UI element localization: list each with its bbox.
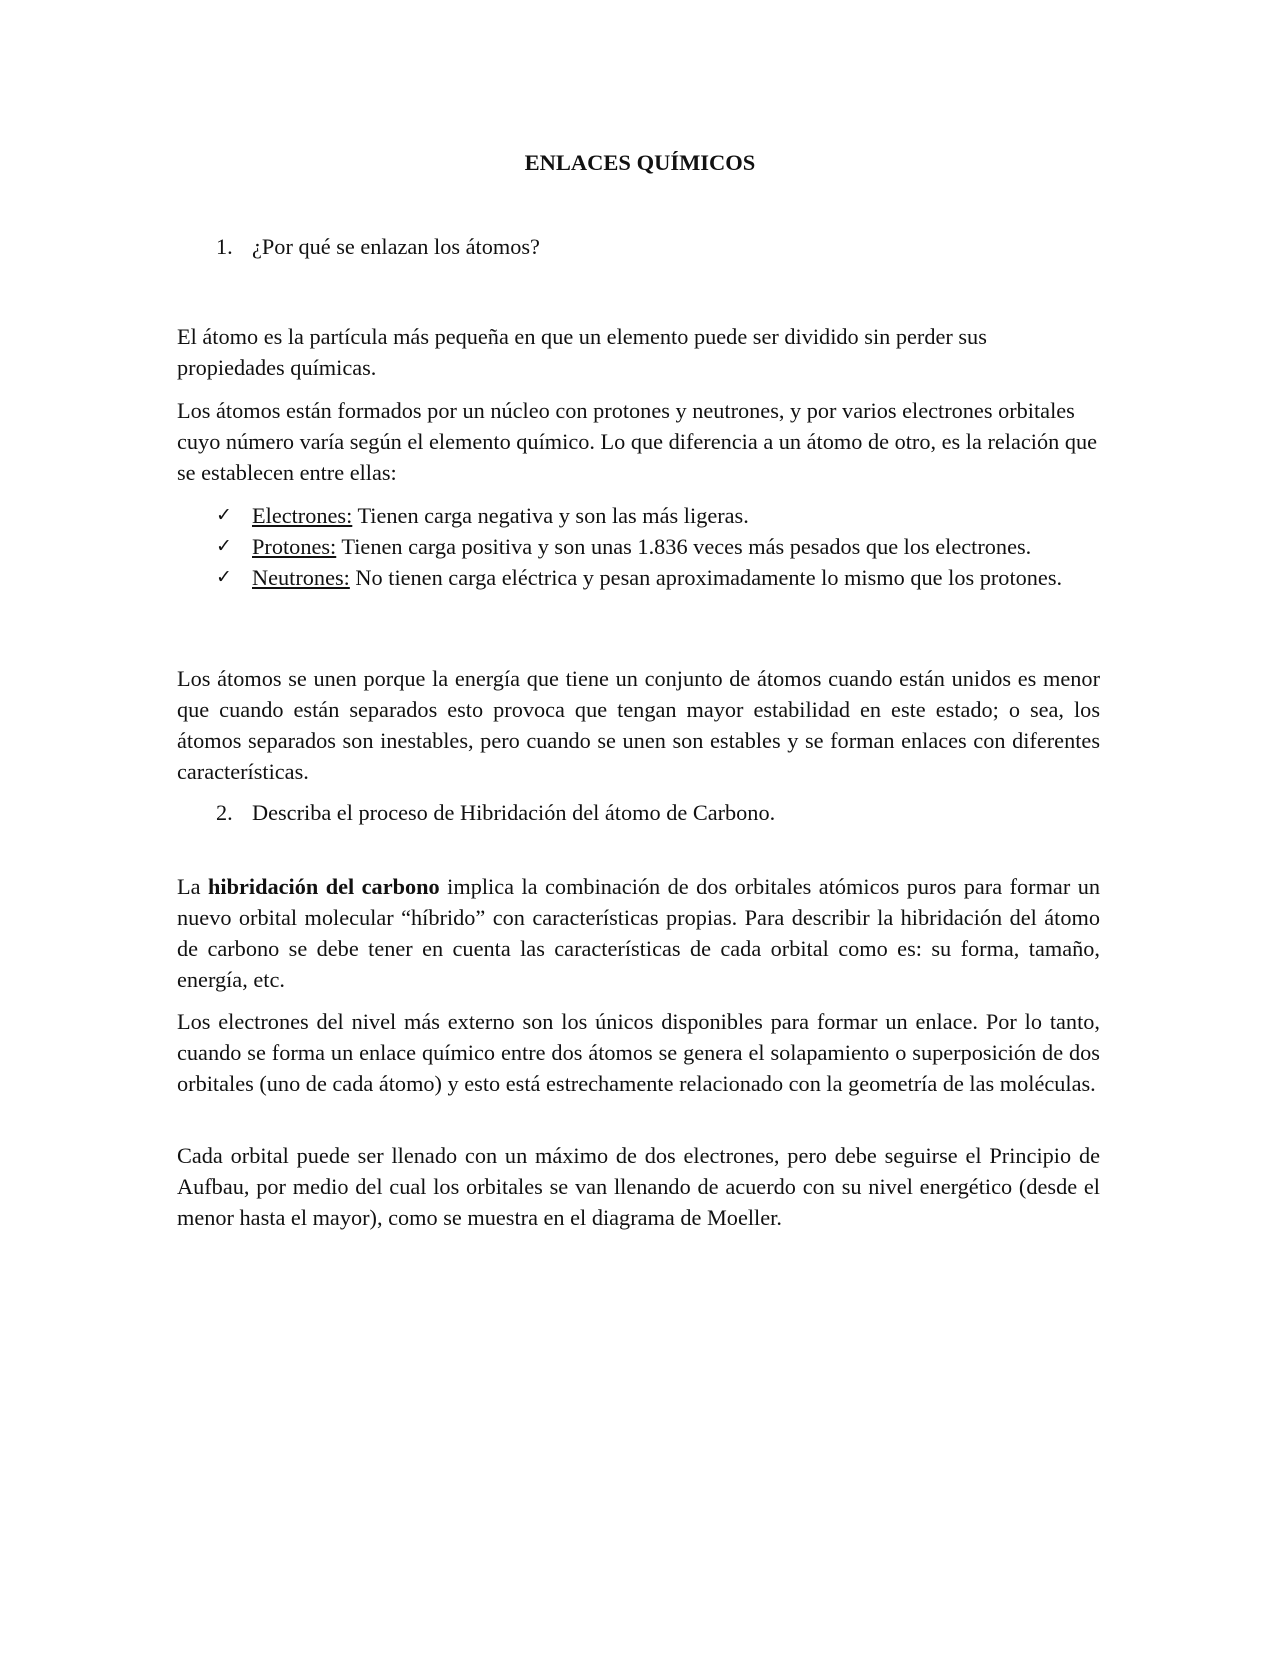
checkmark-icon: ✓: [216, 566, 232, 588]
list-item: [216, 531, 1076, 562]
list-item-term: Protones:: [252, 534, 337, 559]
paragraph-carbon-hybridization: La hibridación del carbono implica la combinación de dos orbitales atómicos puros para formar un nuevo orbital molecular “híbrido” con características propias. Para describir la hibridación del átomo de carbono se debe tener en cuenta las características de cada orbital como es: su forma, tamaño, energía, etc.: [177, 874, 1100, 992]
question-1-text: ¿Por qué se enlazan los átomos?: [252, 234, 540, 259]
list-item-text: No tienen carga eléctrica y pesan aproximadamente lo mismo que los protones.: [349, 565, 1063, 590]
particle-list: [216, 500, 1076, 593]
list-item-term: Neutrones:: [252, 565, 350, 590]
checkmark-icon: ✓: [216, 535, 232, 557]
list-item-text: Tienen carga positiva y son unas 1.836 veces más pesados que los electrones.: [336, 534, 1032, 559]
list-item-term: Electrones:: [252, 503, 353, 528]
bold-term: hibridación del carbono: [207, 874, 440, 899]
paragraph-aufbau-principle: Cada orbital puede ser llenado con un máximo de dos electrones, pero debe seguirse el Principio de Aufbau, por medio del cual los orbitales se van llenando de acuerdo con su nivel energético (desde el menor hasta el mayor), como se muestra en el diagrama de Moeller.: [177, 1143, 1100, 1230]
paragraph-why-atoms-bond: Los átomos se unen porque la energía que tiene un conjunto de átomos cuando están unidos es menor que cuando están separados esto provoca que tengan mayor estabilidad en este estado; o sea, los átomos separados son inestables, pero cuando se unen son estables y se forman enlaces con diferentes características.: [177, 666, 1100, 784]
question-1-number: 1.: [216, 234, 233, 259]
checkmark-icon: ✓: [216, 504, 232, 526]
paragraph-atom-structure: Los átomos están formados por un núcleo con protones y neutrones, y por varios electrones orbitales cuyo número varía según el elemento químico. Lo que diferencia a un átomo de otro, es la relación que se establecen entre ellas:: [177, 398, 1098, 485]
list-item: [216, 500, 1076, 531]
question-2-text: Describa el proceso de Hibridación del átomo de Carbono.: [252, 800, 776, 825]
list-item-text: Tienen carga negativa y son las más ligeras.: [352, 503, 749, 528]
paragraph-atom-definition: El átomo es la partícula más pequeña en que un elemento puede ser dividido sin perder sus propiedades químicas.: [177, 324, 987, 380]
question-2-number: 2.: [216, 800, 233, 825]
question-1: [216, 231, 540, 262]
question-2: [216, 797, 775, 828]
paragraph-outer-electrons: Los electrones del nivel más externo son los únicos disponibles para formar un enlace. Por lo tanto, cuando se forma un enlace químico entre dos átomos se genera el solapamiento o superposición de dos orbitales (uno de cada átomo) y esto está estrechamente relacionado con la geometría de las moléculas.: [177, 1009, 1100, 1096]
list-item: [216, 562, 1076, 593]
page-title: ENLACES QUÍMICOS: [524, 150, 756, 175]
